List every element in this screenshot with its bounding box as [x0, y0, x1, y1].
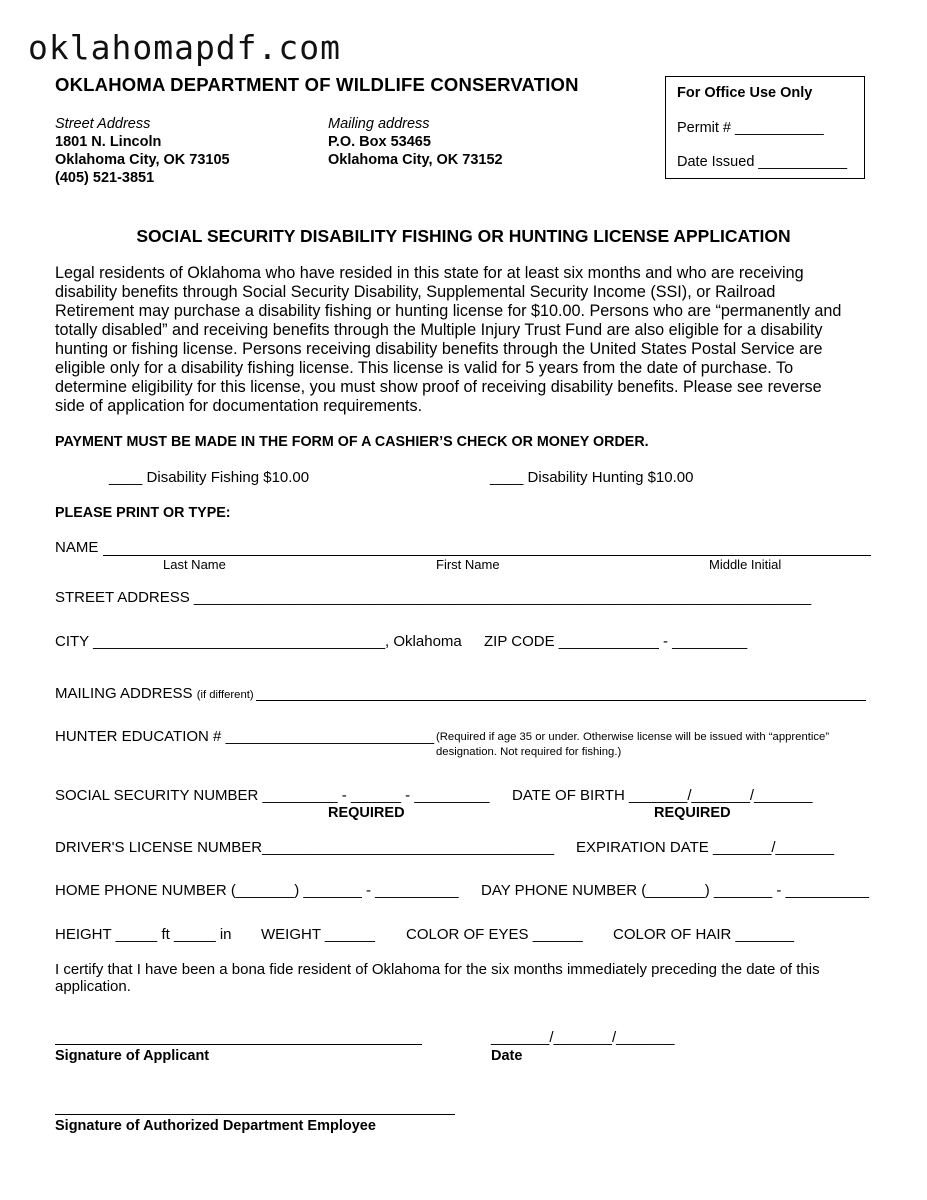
city-field[interactable]: CITY ___________________________________, Oklahoma [55, 633, 462, 650]
mailing-address-label [55, 685, 254, 702]
mailing-address-block [328, 115, 503, 169]
intro-line: determine eligibility for this license, you must show proof of receiving disability benefits. Please see reverse [55, 378, 822, 396]
street-address-field[interactable]: STREET ADDRESS __________________________________________________________________________ [55, 589, 812, 606]
height-field[interactable]: HEIGHT _____ ft _____ in [55, 926, 232, 943]
intro-line: totally disabled” and receiving benefits through the Multiple Injury Trust Fund are also eligible for a disability [55, 321, 823, 339]
hunter-note-line: (Required if age 35 or under. Otherwise license will be issued with “apprentice” [436, 731, 830, 743]
ssn-field[interactable]: SOCIAL SECURITY NUMBER _________ - ______ - _________ [55, 787, 490, 804]
day-phone-field[interactable]: DAY PHONE NUMBER (_______) _______ - __________ [481, 882, 870, 899]
hunter-note-line: designation. Not required for fishing.) [436, 746, 622, 758]
first-name-caption: First Name [436, 557, 500, 572]
mailing-address-hint: (if different) [196, 689, 254, 701]
employee-signature-field[interactable] [55, 1114, 455, 1115]
disability-hunting-option[interactable]: ____ Disability Hunting $10.00 [490, 469, 694, 486]
form-title: SOCIAL SECURITY DISABILITY FISHING OR HUNTING LICENSE APPLICATION [136, 226, 791, 246]
intro-line: hunting or fishing license. Persons receiving disability benefits through the United States Postal Service are [55, 340, 823, 358]
watermark: oklahomapdf.com [28, 28, 342, 67]
office-use-box [665, 76, 865, 179]
dob-required: REQUIRED [654, 805, 731, 821]
weight-field[interactable]: WEIGHT ______ [261, 926, 375, 943]
certification-line: application. [55, 978, 131, 995]
intro-line: side of application for documentation requirements. [55, 397, 423, 415]
intro-line: eligible only for a disability fishing license. This license is valid for 5 years from the date of purchase. To [55, 359, 794, 377]
date-label: Date [491, 1048, 523, 1064]
mailing-address-heading: Mailing address [328, 116, 430, 132]
phone-number: (405) 521-3851 [55, 170, 155, 186]
mailing-address-line1: P.O. Box 53465 [328, 134, 431, 150]
street-address-heading: Street Address [55, 116, 151, 132]
payment-notice: PAYMENT MUST BE MADE IN THE FORM OF A CASHIER’S CHECK OR MONEY ORDER. [55, 434, 649, 450]
ssn-required: REQUIRED [328, 805, 405, 821]
zip-code-field[interactable]: ZIP CODE ____________ - _________ [484, 633, 748, 650]
street-address-line2: Oklahoma City, OK 73105 [55, 152, 230, 168]
mailing-address-line2: Oklahoma City, OK 73152 [328, 152, 503, 168]
department-heading: OKLAHOMA DEPARTMENT OF WILDLIFE CONSERVATION [55, 74, 579, 95]
certification-line: I certify that I have been a bona fide resident of Oklahoma for the six months immediately preceding the date of this [55, 961, 820, 978]
intro-line: Legal residents of Oklahoma who have resided in this state for at least six months and who are receiving [55, 264, 804, 282]
intro-line: Retirement may purchase a disability fishing or hunting license for $10.00. Persons who are “permanently and [55, 302, 842, 320]
applicant-signature-field[interactable] [55, 1044, 422, 1045]
last-name-caption: Last Name [163, 557, 226, 572]
date-of-birth-field[interactable]: DATE OF BIRTH _______/_______/_______ [512, 787, 813, 804]
drivers-license-field[interactable]: DRIVER'S LICENSE NUMBER___________________________________ [55, 839, 555, 856]
certification-statement [55, 961, 885, 995]
permit-number-field[interactable]: Permit # ___________ [677, 120, 824, 136]
mailing-address-field[interactable] [256, 700, 866, 701]
home-phone-field[interactable]: HOME PHONE NUMBER (_______) _______ - __________ [55, 882, 459, 899]
name-label: NAME [55, 539, 99, 556]
mailing-address-text: MAILING ADDRESS [55, 685, 193, 702]
middle-initial-caption: Middle Initial [709, 557, 782, 572]
date-issued-field[interactable]: Date Issued ___________ [677, 154, 848, 170]
signature-date-field[interactable]: _______/_______/_______ [491, 1029, 675, 1046]
employee-signature-label: Signature of Authorized Department Employee [55, 1118, 376, 1134]
eye-color-field[interactable]: COLOR OF EYES ______ [406, 926, 583, 943]
disability-fishing-option[interactable]: ____ Disability Fishing $10.00 [109, 469, 310, 486]
street-address-block [55, 115, 230, 187]
expiration-date-field[interactable]: EXPIRATION DATE _______/_______ [576, 839, 834, 856]
hunter-education-field[interactable]: HUNTER EDUCATION # _________________________ [55, 728, 435, 745]
intro-line: disability benefits through Social Security Disability, Supplemental Security Income (SSI), or Railroad [55, 283, 776, 301]
street-address-line1: 1801 N. Lincoln [55, 134, 162, 150]
hunter-education-note [436, 730, 829, 760]
office-use-title: For Office Use Only [677, 85, 813, 101]
applicant-signature-label: Signature of Applicant [55, 1048, 210, 1064]
hair-color-field[interactable]: COLOR OF HAIR _______ [613, 926, 794, 943]
name-field[interactable] [103, 555, 871, 556]
print-notice: PLEASE PRINT OR TYPE: [55, 505, 231, 521]
intro-paragraph [55, 264, 885, 416]
